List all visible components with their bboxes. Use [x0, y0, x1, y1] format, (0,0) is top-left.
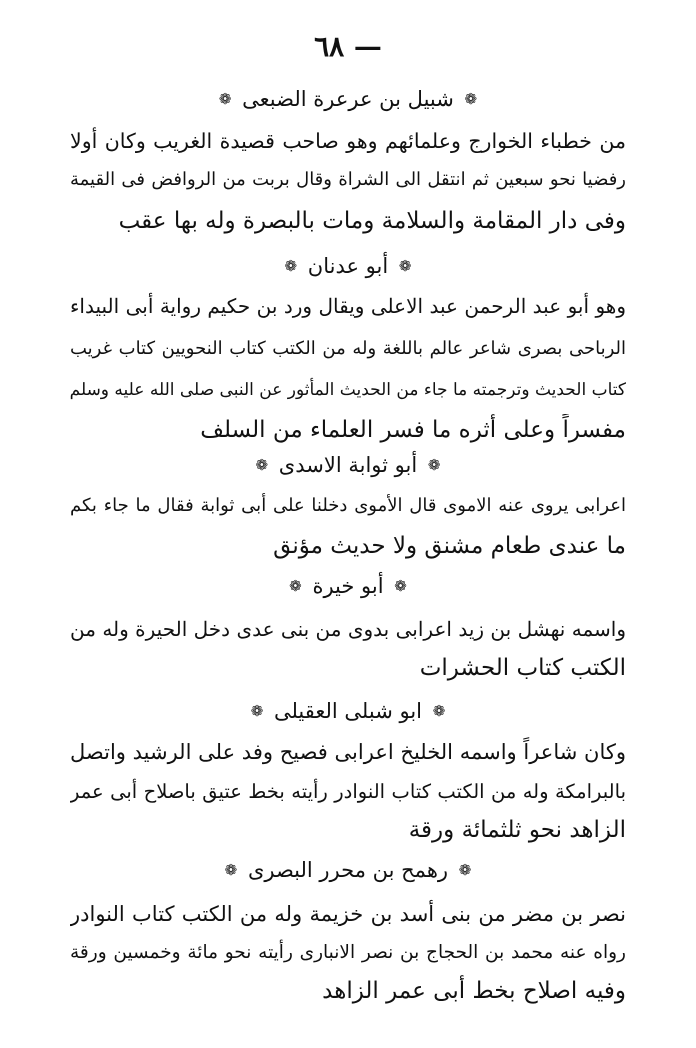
- entry-title: شبيل بن عرعرة الضبعى: [242, 86, 454, 111]
- ornament-icon: ❁: [432, 701, 446, 720]
- entry-heading: [0, 82, 696, 114]
- text-line: اعرابى يروى عنه الاموى قال الأموى دخلنا على أبى ثوابة فقال ما جاء بكم: [70, 495, 626, 516]
- entry-title: ابو شبلى العقيلى: [273, 698, 423, 723]
- ornament-icon: ❁: [427, 455, 441, 474]
- text-line: الرباحى بصرى شاعر عالم باللغة وله من الكتب كتاب النحويين كتاب غريب: [70, 338, 626, 359]
- ornament-icon: ❁: [289, 576, 302, 595]
- entry-heading: [0, 694, 696, 726]
- entry-title: أبو ثوابة الاسدى: [278, 452, 418, 477]
- text-line: رفضيا نحو سبعين ثم انتقل الى الشراة وقال بربت من الروافض فى القيمة: [70, 169, 626, 190]
- entry-title: أبو خيرة: [312, 573, 384, 598]
- text-line: كتاب الحديث وترجمته ما جاء من الحديث المأثور عن النبى صلى الله عليه وسلم: [70, 380, 626, 400]
- entry-heading: [0, 249, 696, 281]
- ornament-icon: ❁: [218, 89, 232, 108]
- text-line: رواه عنه محمد بن الحجاج بن نصر الانبارى رأيته نحو مائة وخمسين ورقة: [70, 942, 626, 963]
- entry-heading: [0, 448, 696, 480]
- text-line: وهو أبو عبد الرحمن عبد الاعلى ويقال ورد بن حكيم رواية أبى البيداء: [70, 294, 626, 318]
- entry-heading: [0, 853, 696, 885]
- text-line: الكتب كتاب الحشرات: [419, 655, 626, 681]
- page-number: — ٦٨: [314, 30, 382, 63]
- text-line: واسمه نهشل بن زيد اعرابى بدوى من بنى عدى دخل الحيرة وله من: [70, 617, 626, 641]
- entry-heading: [0, 569, 696, 601]
- text-line: بالبرامكة وله من الكتب كتاب النوادر رأيته بخط عتيق باصلاح أبى عمر: [70, 780, 626, 803]
- entry-title: أبو عدنان: [307, 253, 389, 278]
- text-line: وفيه اصلاح بخط أبى عمر الزاهد: [322, 978, 626, 1004]
- entry-title: رهمح بن محرر البصرى: [247, 857, 449, 882]
- ornament-icon: ❁: [284, 256, 298, 275]
- ornament-icon: ❁: [458, 860, 472, 879]
- text-line: ما عندى طعام مشنق ولا حديث مؤنق: [273, 533, 626, 559]
- ornament-icon: ❁: [464, 89, 478, 108]
- ornament-icon: ❁: [250, 701, 264, 720]
- text-line: نصر بن مضر من بنى أسد بن خزيمة وله من الكتب كتاب النوادر: [70, 902, 626, 926]
- text-line: الزاهد نحو ثلثمائة ورقة: [408, 817, 626, 843]
- ornament-icon: ❁: [398, 256, 412, 275]
- ornament-icon: ❁: [255, 455, 269, 474]
- text-line: وفى دار المقامة والسلامة ومات بالبصرة وله بها عقب: [118, 208, 626, 234]
- ornament-icon: ❁: [394, 576, 407, 595]
- text-line: وكان شاعراً واسمه الخليخ اعرابى فصيح وفد على الرشيد واتصل: [70, 740, 626, 764]
- text-line: من خطباء الخوارج وعلمائهم وهو صاحب قصيدة الغريب وكان أولا: [70, 129, 626, 153]
- text-line: مفسراً وعلى أثره ما فسر العلماء من السلف: [200, 417, 626, 443]
- ornament-icon: ❁: [224, 860, 238, 879]
